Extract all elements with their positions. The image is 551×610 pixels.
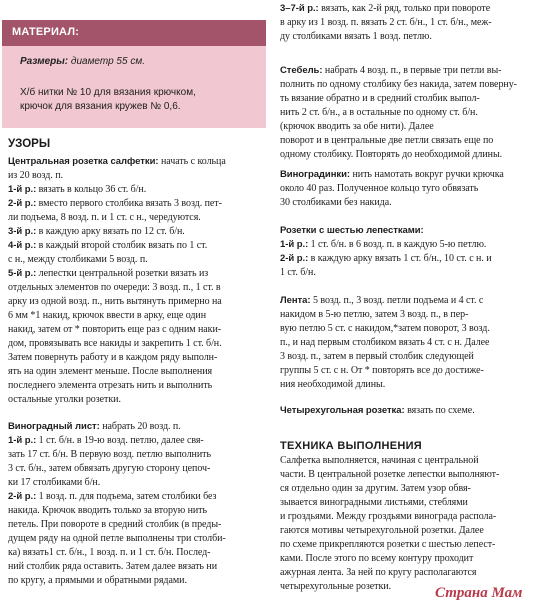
text-line [8,434,268,448]
text-line [280,552,540,566]
technique-paragraph [280,454,540,594]
bold-term: Четырехугольная розетка: [280,405,405,416]
text-run: начать с кольца [158,156,226,167]
text-line [280,30,540,44]
bold-term: 1-й р.: [280,239,309,250]
text-line [280,266,540,280]
text-run: (крючок вводить за обе нити). Далее [280,121,434,132]
text-run: 5 возд. п., 3 возд. петли подъема и 4 ст. с [310,295,484,306]
square-rosette-paragraph [280,404,540,418]
ribbon-paragraph [280,294,540,392]
text-run: дущем ряду на одной петле выполнены три столби- [8,533,226,544]
text-run: и гроздьями. Между гроздьями винограда распола- [280,511,497,522]
text-line [280,322,540,336]
technique-section [280,438,540,594]
text-line [8,420,268,434]
text-line [8,574,268,588]
text-line [280,468,540,482]
grapes-paragraph [280,168,540,210]
text-run: остальные уголки розетки. [8,394,121,405]
text-line [8,225,268,239]
watermark-logo: Страна Мам [435,585,523,601]
text-line [8,197,268,211]
bold-term: 2-й р.: [8,491,37,502]
text-line [280,134,540,148]
text-run: ния необходимой длины. [280,379,386,390]
text-line [8,337,268,351]
text-run: ками. После этого по всему контуру проходит [280,553,474,564]
text-line [8,518,268,532]
text-line [8,155,268,169]
text-run: 1 возд. п. для подъема, затем столбики без [36,491,217,502]
material-sizes [20,56,145,67]
text-run: ду столбиками вязать 1 возд. петлю. [280,31,432,42]
text-line [280,364,540,378]
text-line [8,169,268,183]
text-run: 3 возд. п., затем в первый столбик следующей [280,351,474,362]
text-line [8,448,268,462]
text-run: в каждую арку вязать по 12 ст. б/н. [36,226,185,237]
text-line [280,148,540,162]
text-run: нить намотать вокруг ручки крючка [350,169,504,180]
text-line [8,183,268,197]
text-line [280,566,540,580]
text-line [280,510,540,524]
text-run: ка) вязать1 ст. б/н., 1 возд. п. и 1 ст. б/н. Послед- [8,547,211,558]
text-run: ся отдельно один за другим. Затем узор обвя- [280,483,471,494]
text-run: Затем повернуть работу и в каждом ряду выполн- [8,352,218,363]
text-run: 3 ст. б/н., затем обвязать другую сторону цепоч- [8,463,211,474]
bold-term: 3–7-й р.: [280,3,319,14]
text-run: в каждый второй столбик вязать по 1 ст. [36,240,208,251]
text-line [8,462,268,476]
material-lines [20,86,260,114]
text-run: накида. Крючок вводить только за вторую нить [8,505,208,516]
text-line [280,182,540,196]
text-line [280,238,540,252]
sizes-value: диаметр 55 см. [70,56,145,67]
text-run: петель. При повороте в средний столбик (в преды- [8,519,222,530]
text-line [8,560,268,574]
text-run: по кругу, а прямыми и обратными рядами. [8,575,187,586]
text-run: накид, затем от * повторить еще раз с одним наки- [8,324,222,335]
leaf-paragraph [8,420,268,588]
material-line: крючок для вязания кружев № 0,6. [20,101,181,112]
text-line [8,211,268,225]
text-line [8,365,268,379]
bold-term: 5-й р.: [8,268,37,279]
text-line [280,168,540,182]
text-run: полнить по одному столбику без накида, затем поверну- [280,79,517,90]
text-line [280,64,540,78]
text-run: набрать 4 возд. п., в первые три петли вы- [322,65,502,76]
text-run: ть вязание обратно и в средний столбик выпол- [280,93,480,104]
text-line [8,239,268,253]
text-line [8,295,268,309]
text-run: п., и над первым столбиком вязать 4 ст. с н. Далее [280,337,490,348]
text-run: ажурная лента. За ней по кругу располагаются [280,567,477,578]
text-line [280,482,540,496]
bold-term: Лента: [280,295,311,306]
text-line [8,379,268,393]
text-line [8,490,268,504]
text-line [8,253,268,267]
text-run: ли подъема, 8 возд. п. и 1 ст. с н., чередуются. [8,212,201,223]
text-line [280,496,540,510]
material-box [2,46,266,128]
material-header [2,20,266,46]
text-run: дом, провязывать все накиды и закрепить 1 ст. б/н. [8,338,222,349]
text-line [280,92,540,106]
text-run: части. В центральной розетке лепестки выполняют- [280,469,500,480]
text-run: набрать 20 возд. п. [99,421,181,432]
text-line [280,404,540,418]
text-line [280,538,540,552]
bold-term: Виноградинки: [280,169,351,180]
text-line [8,323,268,337]
bold-term: 1-й р.: [8,184,37,195]
bold-term: 2-й р.: [8,198,37,209]
text-run: вязать в кольцо 36 ст. б/н. [36,184,147,195]
text-run: отдельных элементов по очереди: 3 возд. п., 1 ст. в [8,282,221,293]
text-line [280,16,540,30]
text-run: зать 17 ст. б/н. В первую возд. петлю выполнить [8,449,211,460]
text-line [280,252,540,266]
text-line [280,378,540,392]
rows-3-7-paragraph [280,2,540,44]
text-run: с н., между столбиками 5 возд. п. [8,254,148,265]
text-run: из 20 возд. п. [8,170,63,181]
sizes-label: Размеры: [20,56,69,67]
text-run: арку из одной возд. п., нить вытянуть примерно на [8,296,222,307]
bold-term: Стебель: [280,65,323,76]
text-run: 30 столбиками без накида. [280,197,392,208]
text-line [8,267,268,281]
text-run: Салфетка выполняется, начиная с центральной [280,455,479,466]
text-line [8,546,268,560]
text-run: группы 5 ст. с н. От * повторять все до достиже- [280,365,484,376]
text-line [280,224,540,238]
bold-term: 2-й р.: [280,253,309,264]
text-line [280,336,540,350]
material-header-label: МАТЕРИАЛ: [12,26,80,38]
text-line [280,350,540,364]
six-petal-rosette-paragraph [280,224,540,280]
text-line [8,532,268,546]
text-line [8,393,268,407]
text-line [280,454,540,468]
text-run: в каждую арку вязать 1 ст. б/н., 10 ст. с н. и [308,253,492,264]
text-line [280,308,540,322]
text-run: гаются мотивы четырехугольной розетки. Далее [280,525,484,536]
text-run: ний столбик ряда оставить. Затем далее вязать ни [8,561,217,572]
material-line: Х/б нитки № 10 для вязания крючком, [20,87,196,98]
text-line [280,196,540,210]
section-title: УЗОРЫ [8,138,51,150]
text-line [8,504,268,518]
text-run: последнего элемента отрезать нить и выполнить [8,380,213,391]
stem-paragraph [280,64,540,162]
text-run: лепестки центральной розетки вязать из [36,268,209,279]
bold-term: 3-й р.: [8,226,37,237]
text-run: около 40 раз. Полученное кольцо туго обвязать [280,183,479,194]
text-run: 1 ст. б/н. в 19-ю возд. петлю, далее свя- [36,435,204,446]
text-run: нить 2 ст. б/н., а в остальные по одному ст. б/н. [280,107,478,118]
text-line [280,524,540,538]
text-line [8,281,268,295]
text-run: ять на один элемент меньше. После выполнения [8,366,213,377]
text-run: вую петлю 5 ст. с накидом,*затем поворот, 3 возд. [280,323,490,334]
bold-term: Розетки с шестью лепестками: [280,225,424,236]
rosette-paragraph [8,155,268,407]
text-run: ки 17 столбиками б/н. [8,477,101,488]
text-run: вместо первого столбика вязать 3 возд. пет- [36,198,222,209]
text-line [8,351,268,365]
text-line [280,2,540,16]
text-run: поворот и в центральные две петли связать еще по [280,135,494,146]
text-run: 1 ст. б/н. в 6 возд. п. в каждую 5-ю петлю. [308,239,487,250]
text-run: накидом в 5-ю петлю, затем 3 возд. п., в пер- [280,309,469,320]
text-run: вязать по схеме. [404,405,475,416]
text-run: зывается виноградными листьями, стеблями [280,497,468,508]
bold-term: 1-й р.: [8,435,37,446]
bold-term: 4-й р.: [8,240,37,251]
text-line [8,309,268,323]
text-run: четырехугольные розетки. [280,581,392,592]
text-line [8,476,268,490]
text-run: вязать, как 2-й ряд, только при повороте [318,3,491,14]
text-run: по схеме прикрепляются розетки с шестью лепест- [280,539,496,550]
text-run: 1 ст. б/н. [280,267,316,278]
text-run: одному столбику. Повторять до необходимой длины. [280,149,503,160]
text-line [280,106,540,120]
text-line [280,120,540,134]
bold-term: Виноградный лист: [8,421,100,432]
text-line [280,294,540,308]
bold-term: Центральная розетка салфетки: [8,156,159,167]
text-line [280,78,540,92]
text-run: 6 мм *1 накид, крючок ввести в арку, еще один [8,310,207,321]
technique-title: ТЕХНИКА ВЫПОЛНЕНИЯ [280,440,423,452]
text-run: в арку из 1 возд. п. вязать 2 ст. б/н., 1 ст. б/н., меж- [280,17,492,28]
